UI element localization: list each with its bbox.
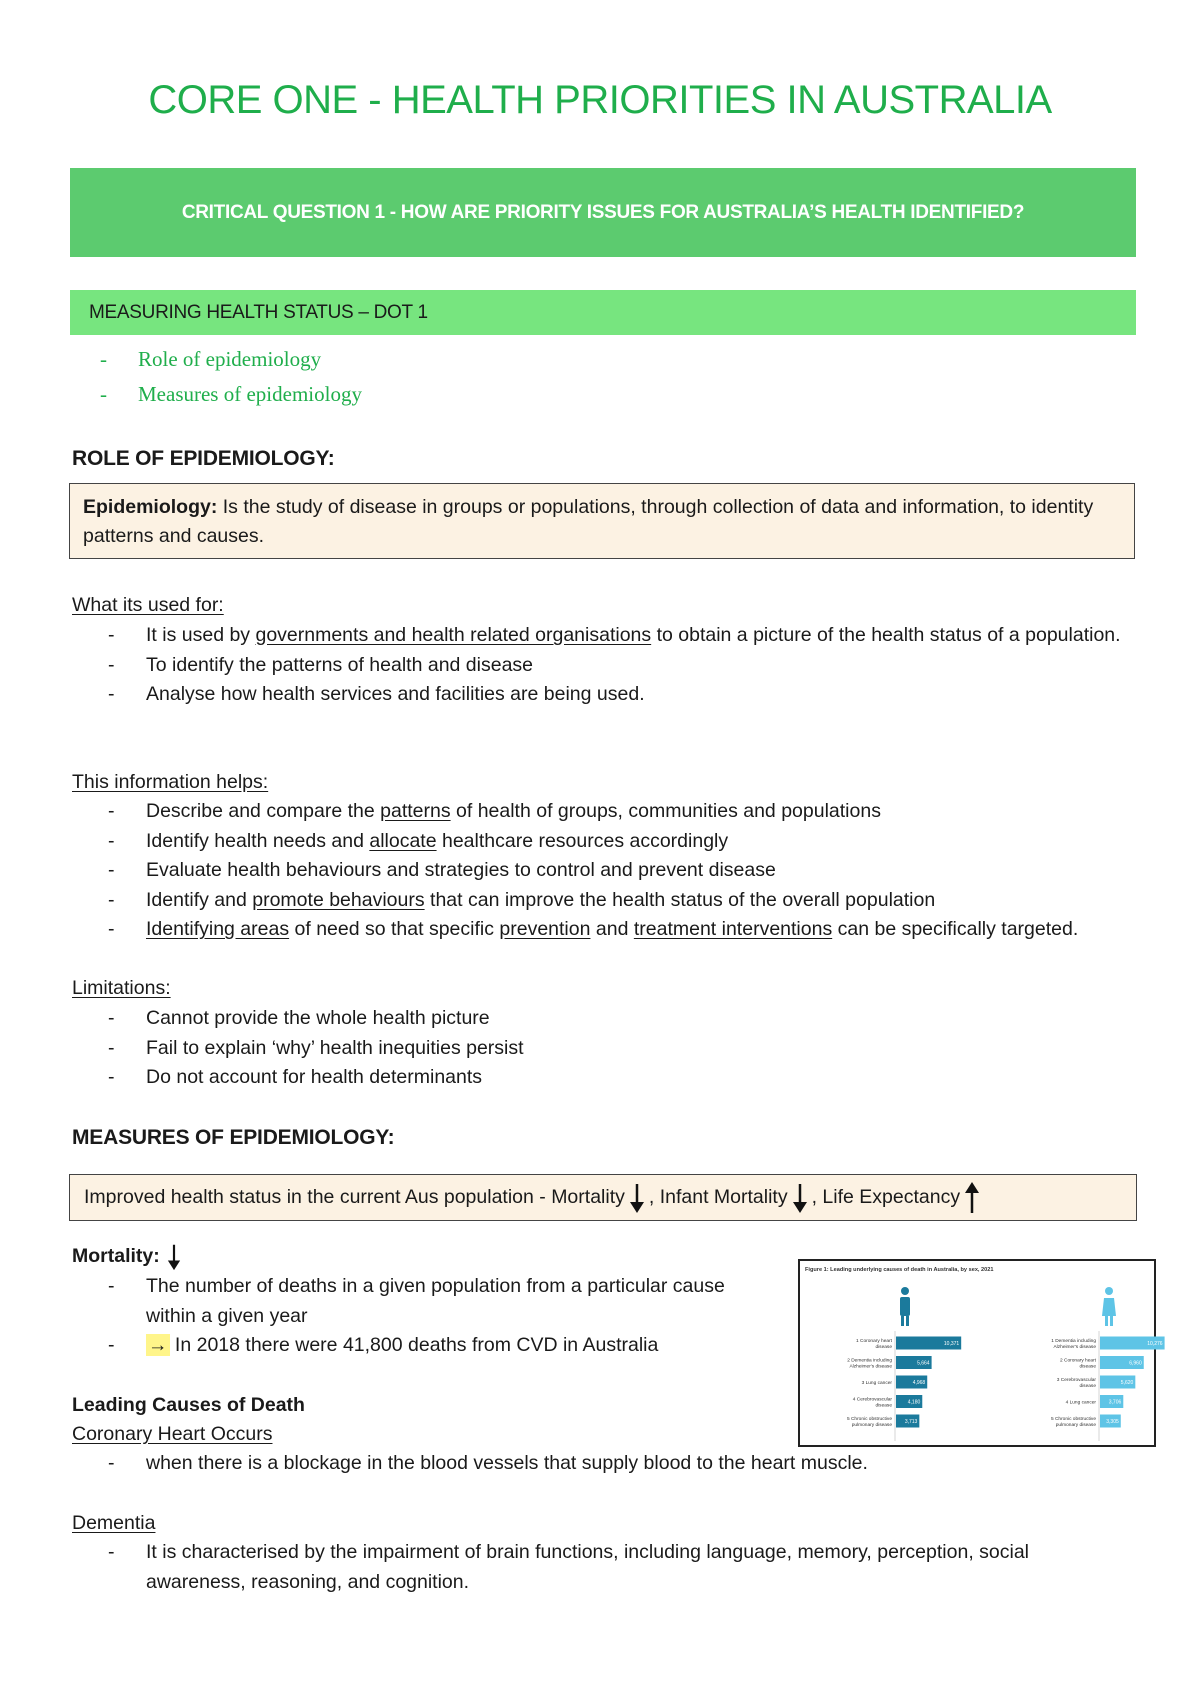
- chart-category-label: disease: [875, 1403, 892, 1409]
- dementia-label: Dementia: [72, 1512, 156, 1534]
- chart-category-label: disease: [1079, 1384, 1096, 1389]
- chart-data-label: 4,180: [907, 1399, 921, 1406]
- chart-category-label: 3 Cerebrovascular: [1056, 1378, 1096, 1383]
- down-arrow-icon: [629, 1182, 645, 1214]
- critical-question-text: CRITICAL QUESTION 1 - HOW ARE PRIORITY ISSUES FOR AUSTRALIA’S HEALTH IDENTIFIED?: [181, 201, 1025, 223]
- chart-data-label: 3,713: [904, 1419, 918, 1425]
- list-item: - Fail to explain ‘why’ health inequities persist: [108, 1036, 524, 1059]
- dot-heading-text: MEASURING HEALTH STATUS – DOT 1: [89, 301, 428, 323]
- definition-text: Is the study of disease in groups or populations, through collection of data and information, to identity patterns and causes.: [83, 496, 1094, 547]
- limitations-label: Limitations:: [72, 977, 171, 999]
- person-icon-body: [900, 1297, 910, 1316]
- outline-item: - Role of epidemiology: [100, 347, 322, 371]
- person-icon-leg: [901, 1316, 904, 1326]
- measures-box: Improved health status in the current Aus population - Mortality , Infant Mortality , Life Expectancy: [69, 1174, 1137, 1221]
- measures-heading: MEASURES OF EPIDEMIOLOGY:: [72, 1126, 395, 1149]
- person-icon-body: [1102, 1298, 1116, 1316]
- mortality-list: [108, 1272, 748, 1361]
- chart-category-label: pulmonary disease: [851, 1423, 892, 1428]
- chart-category-label: 2 Dementia including: [847, 1358, 892, 1364]
- chart-title: Figure 1: Leading underlying causes of death in Australia, by sex, 2021: [805, 1267, 994, 1273]
- chart-category-label: 2 Coronary heart: [1060, 1358, 1096, 1364]
- person-icon-head: [1105, 1287, 1113, 1295]
- person-icon-head: [901, 1287, 909, 1295]
- used-for-label: What its used for:: [72, 594, 224, 616]
- chart-data-label: 3,706: [1108, 1399, 1122, 1406]
- definition-box: [69, 483, 1135, 559]
- chart-category-label: 3 Lung cancer: [861, 1381, 892, 1386]
- chart-data-label: 5,620: [1120, 1380, 1134, 1386]
- right-arrow-icon: →: [148, 1334, 168, 1356]
- down-arrow-icon: [792, 1182, 808, 1214]
- outline-item: - Measures of epidemiology: [100, 382, 362, 406]
- person-icon-leg: [1110, 1316, 1113, 1326]
- chart-category-label: 4 Lung cancer: [1065, 1400, 1096, 1406]
- list-item: - Identifying areas of need so that specific prevention and treatment interventions can be specifically targeted.: [108, 918, 1079, 940]
- role-heading: ROLE OF EPIDEMIOLOGY:: [72, 447, 335, 470]
- chart-data-label: 4,968: [912, 1380, 926, 1386]
- list-item: - Identify health needs and allocate healthcare resources accordingly: [108, 829, 729, 852]
- list-item: - Identify and promote behaviours that can improve the health status of the overall population: [108, 888, 936, 911]
- used-for-list: [108, 621, 1138, 710]
- chart-category-label: disease: [875, 1345, 892, 1350]
- dot-heading-banner: [70, 290, 1136, 335]
- chart-data-label: 6,960: [1129, 1360, 1142, 1367]
- chart-category-label: 1 Dementia including: [1051, 1339, 1096, 1344]
- helps-list: [108, 797, 1138, 945]
- chart-data-label: 10,371: [943, 1341, 960, 1347]
- chart-data-label: 3,305: [1106, 1419, 1119, 1425]
- chart-category-label: pulmonary disease: [1055, 1423, 1096, 1428]
- chart-category-label: 5 Chronic obstructive: [1050, 1417, 1096, 1422]
- definition-term: Epidemiology:: [83, 496, 218, 518]
- coronary-label: Coronary Heart Occurs: [72, 1423, 273, 1445]
- chart-category-label: disease: [1079, 1364, 1096, 1370]
- list-item: - Describe and compare the patterns of health of groups, communities and populations: [108, 800, 881, 822]
- list-item: - It is characterised by the impairment of brain functions, including language, memory, perception, social awareness, reasoning, and cognition.: [108, 1541, 1030, 1593]
- list-item: - The number of deaths in a given population from a particular cause within a given year: [108, 1275, 725, 1327]
- chart-category-label: Alzheimer's disease: [849, 1364, 892, 1370]
- chart-category-label: 4 Cerebrovascular: [852, 1397, 892, 1403]
- up-arrow-icon: [964, 1181, 980, 1215]
- list-item: - when there is a blockage in the blood vessels that supply blood to the heart muscle.: [108, 1452, 868, 1474]
- down-arrow-icon: [167, 1243, 181, 1271]
- list-item: - Do not account for health determinants: [108, 1066, 483, 1088]
- chart-category-label: 1 Coronary heart: [856, 1339, 892, 1344]
- page-title: CORE ONE - HEALTH PRIORITIES IN AUSTRALIA: [148, 78, 1052, 122]
- leading-causes-heading: Leading Causes of Death: [72, 1394, 305, 1416]
- dementia-list: [108, 1538, 1108, 1597]
- mortality-label: Mortality:: [72, 1242, 185, 1272]
- person-icon-leg: [1105, 1316, 1108, 1326]
- list-item: - → In 2018 there were 41,800 deaths from CVD in Australia: [108, 1334, 659, 1356]
- list-item: - It is used by governments and health related organisations to obtain a picture of the health status of a population.: [108, 624, 1121, 646]
- chart-category-label: Alzheimer's disease: [1053, 1345, 1096, 1350]
- deaths-chart-svg: [800, 1261, 1163, 1444]
- coronary-list: [108, 1449, 1138, 1479]
- chart-category-label: 5 Chronic obstructive: [846, 1417, 892, 1422]
- limitations-list: [108, 1004, 1138, 1093]
- helps-label: This information helps:: [72, 771, 269, 793]
- list-item: - Evaluate health behaviours and strategies to control and prevent disease: [108, 859, 776, 881]
- deaths-chart: [798, 1259, 1163, 1447]
- chart-data-label: 5,664: [917, 1360, 930, 1367]
- list-item: - Analyse how health services and facilities are being used.: [108, 683, 645, 705]
- list-item: - Cannot provide the whole health picture: [108, 1007, 490, 1029]
- chart-data-label: 10,276: [1147, 1341, 1163, 1347]
- critical-question-banner: [70, 168, 1136, 257]
- list-item: - To identify the patterns of health and disease: [108, 653, 534, 676]
- person-icon-leg: [906, 1316, 909, 1326]
